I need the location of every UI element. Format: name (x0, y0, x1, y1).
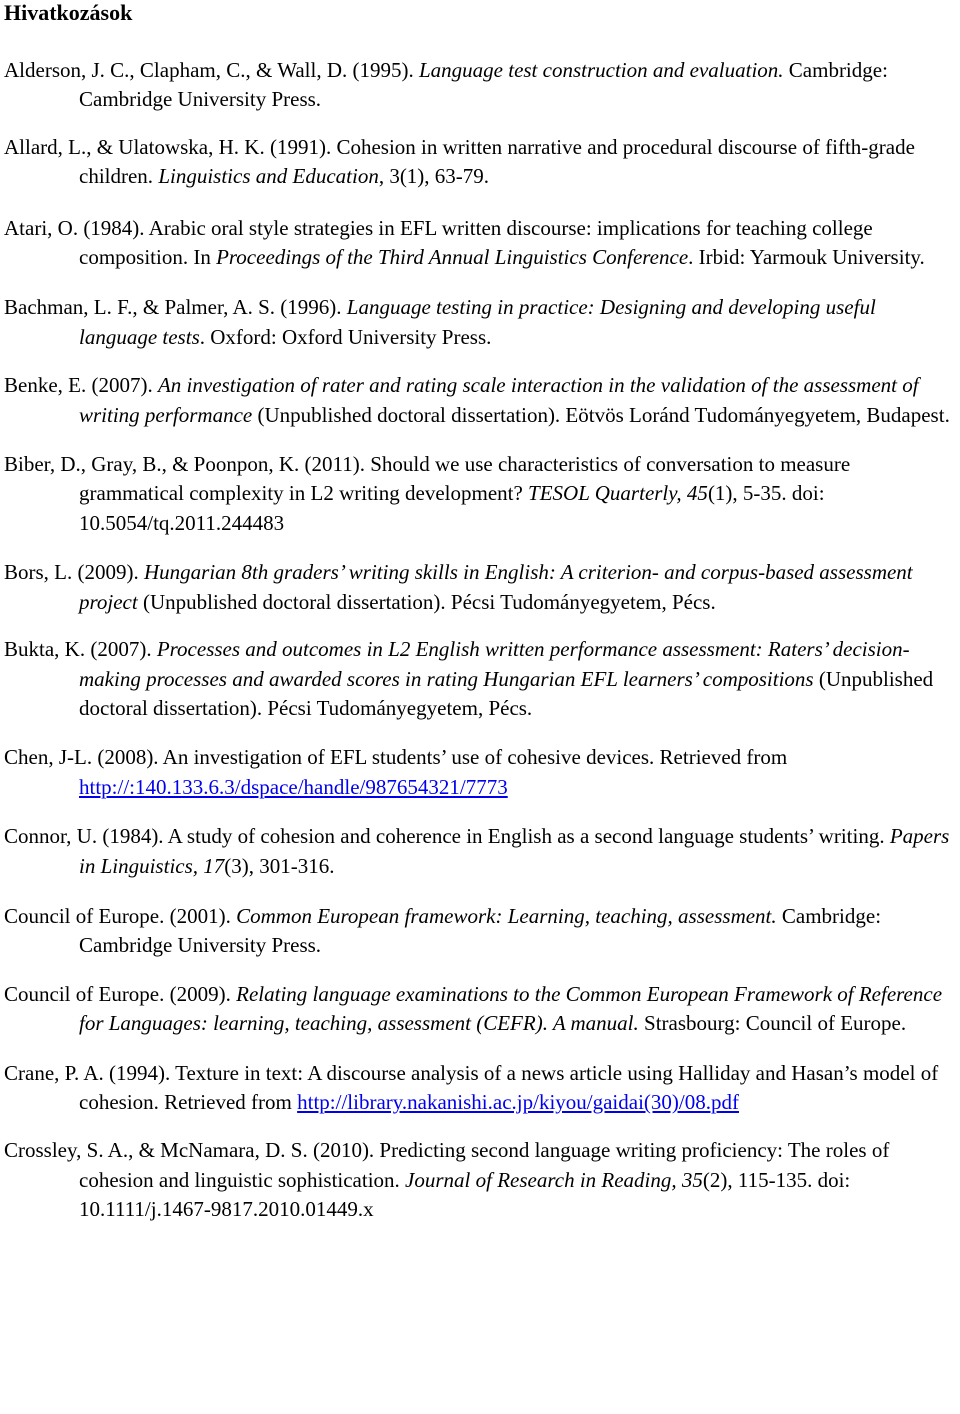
reference-text: (2), 115-135. doi: 10.1111/j.1467-9817.2010.01449.x (79, 1167, 851, 1222)
reference-text: (Unpublished doctoral dissertation). Pécsi Tudományegyetem, Pécs. (137, 589, 716, 614)
reference-text: Strasbourg: Council of Europe. (638, 1011, 907, 1036)
reference-list (4, 56, 954, 1225)
reference-entry (4, 371, 954, 430)
reference-entry (4, 214, 954, 273)
reference-title: TESOL Quarterly, 45 (528, 481, 708, 506)
reference-title: An investigation of rater and rating scale interaction in the validation of the assessment of writing performance (79, 373, 919, 427)
reference-text: Bachman, L. F., & Palmer, A. S. (1996). (4, 295, 347, 320)
reference-title: Papers in Linguistics, 17 (79, 824, 950, 878)
reference-text: Chen, J-L. (2008). An investigation of EFL students’ use of cohesive devices. Retrieved from (4, 745, 788, 770)
reference-title: Journal of Research in Reading, 35 (405, 1167, 703, 1192)
reference-text: Crane, P. A. (1994). Texture in text: A discourse analysis of a news article using Halliday and Hasan’s model of cohesion. Retrieved from (4, 1060, 939, 1114)
reference-entry (4, 635, 954, 723)
reference-text: Connor, U. (1984). A study of cohesion and coherence in English as a second language students’ writing. (4, 824, 890, 849)
reference-text: (1), 5-35. doi: 10.5054/tq.2011.244483 (79, 481, 825, 535)
reference-text: . Irbid: Yarmouk University. (688, 245, 925, 270)
reference-title: Relating language examinations to the Common European Framework of Reference for Languages: learning, teaching, assessment (CEFR). A manual. (79, 981, 943, 1036)
reference-title: Processes and outcomes in L2 English written performance assessment: Raters’ decision-making processes and awarded scores in rating Hungarian EFL learners’ compositions (79, 637, 910, 691)
reference-entry (4, 133, 954, 192)
reference-title: Hungarian 8th graders’ writing skills in English: A criterion- and corpus-based assessment project (79, 560, 913, 614)
reference-entry (4, 450, 954, 538)
reference-link[interactable]: http://:140.133.6.3/dspace/handle/987654321/7773 (79, 774, 508, 799)
reference-entry (4, 902, 954, 961)
reference-text: Bukta, K. (2007). (4, 637, 157, 662)
reference-entry (4, 56, 954, 115)
reference-entry (4, 293, 954, 352)
reference-title: Proceedings of the Third Annual Linguistics Conference (216, 245, 689, 270)
reference-text: Benke, E. (2007). (4, 373, 158, 398)
reference-link[interactable]: http://library.nakanishi.ac.jp/kiyou/gaidai(30)/08.pdf (297, 1089, 739, 1114)
reference-text: Council of Europe. (2009). (4, 981, 237, 1006)
reference-text: Biber, D., Gray, B., & Poonpon, K. (2011). Should we use characteristics of conversation to measure grammatical complexity in L2 writing development? (4, 452, 851, 506)
reference-text: (Unpublished doctoral dissertation). Eötvös Loránd Tudományegyetem, Budapest. (252, 402, 950, 427)
reference-text: Cambridge: Cambridge University Press. (79, 58, 888, 112)
page-heading: Hivatkozások (4, 0, 133, 25)
reference-title: Language testing in practice: Designing and developing useful language tests (79, 295, 876, 349)
reference-text: Alderson, J. C., Clapham, C., & Wall, D. (1995). (4, 58, 419, 82)
reference-title: Linguistics and Education (158, 164, 379, 189)
reference-entry (4, 822, 954, 881)
reference-entry (4, 980, 954, 1039)
reference-text: Crossley, S. A., & McNamara, D. S. (2010). Predicting second language writing proficiency: The roles of cohesion and linguistic sophistication. (4, 1138, 890, 1192)
reference-entry (4, 1136, 954, 1224)
reference-entry (4, 1059, 954, 1118)
reference-text: Allard, L., & Ulatowska, H. K. (1991). Cohesion in written narrative and procedural discourse of fifth-grade children. (4, 134, 915, 189)
reference-text: Cambridge: Cambridge University Press. (79, 903, 882, 958)
reference-text: Atari, O. (1984). Arabic oral style strategies in EFL written discourse: implications for teaching college composition. In (4, 215, 873, 270)
reference-text: (3), 301-316. (224, 853, 335, 878)
reference-text: Bors, L. (2009). (4, 560, 144, 585)
reference-text: (Unpublished doctoral dissertation). Pécsi Tudományegyetem, Pécs. (79, 666, 934, 720)
reference-text: Council of Europe. (2001). (4, 903, 237, 928)
reference-text: . Oxford: Oxford University Press. (199, 324, 492, 349)
reference-entry (4, 743, 954, 802)
reference-title: Common European framework: Learning, teaching, assessment. (236, 903, 777, 928)
reference-entry (4, 558, 954, 617)
reference-title: Language test construction and evaluation. (418, 58, 784, 82)
reference-text: , 3(1), 63-79. (378, 164, 490, 189)
